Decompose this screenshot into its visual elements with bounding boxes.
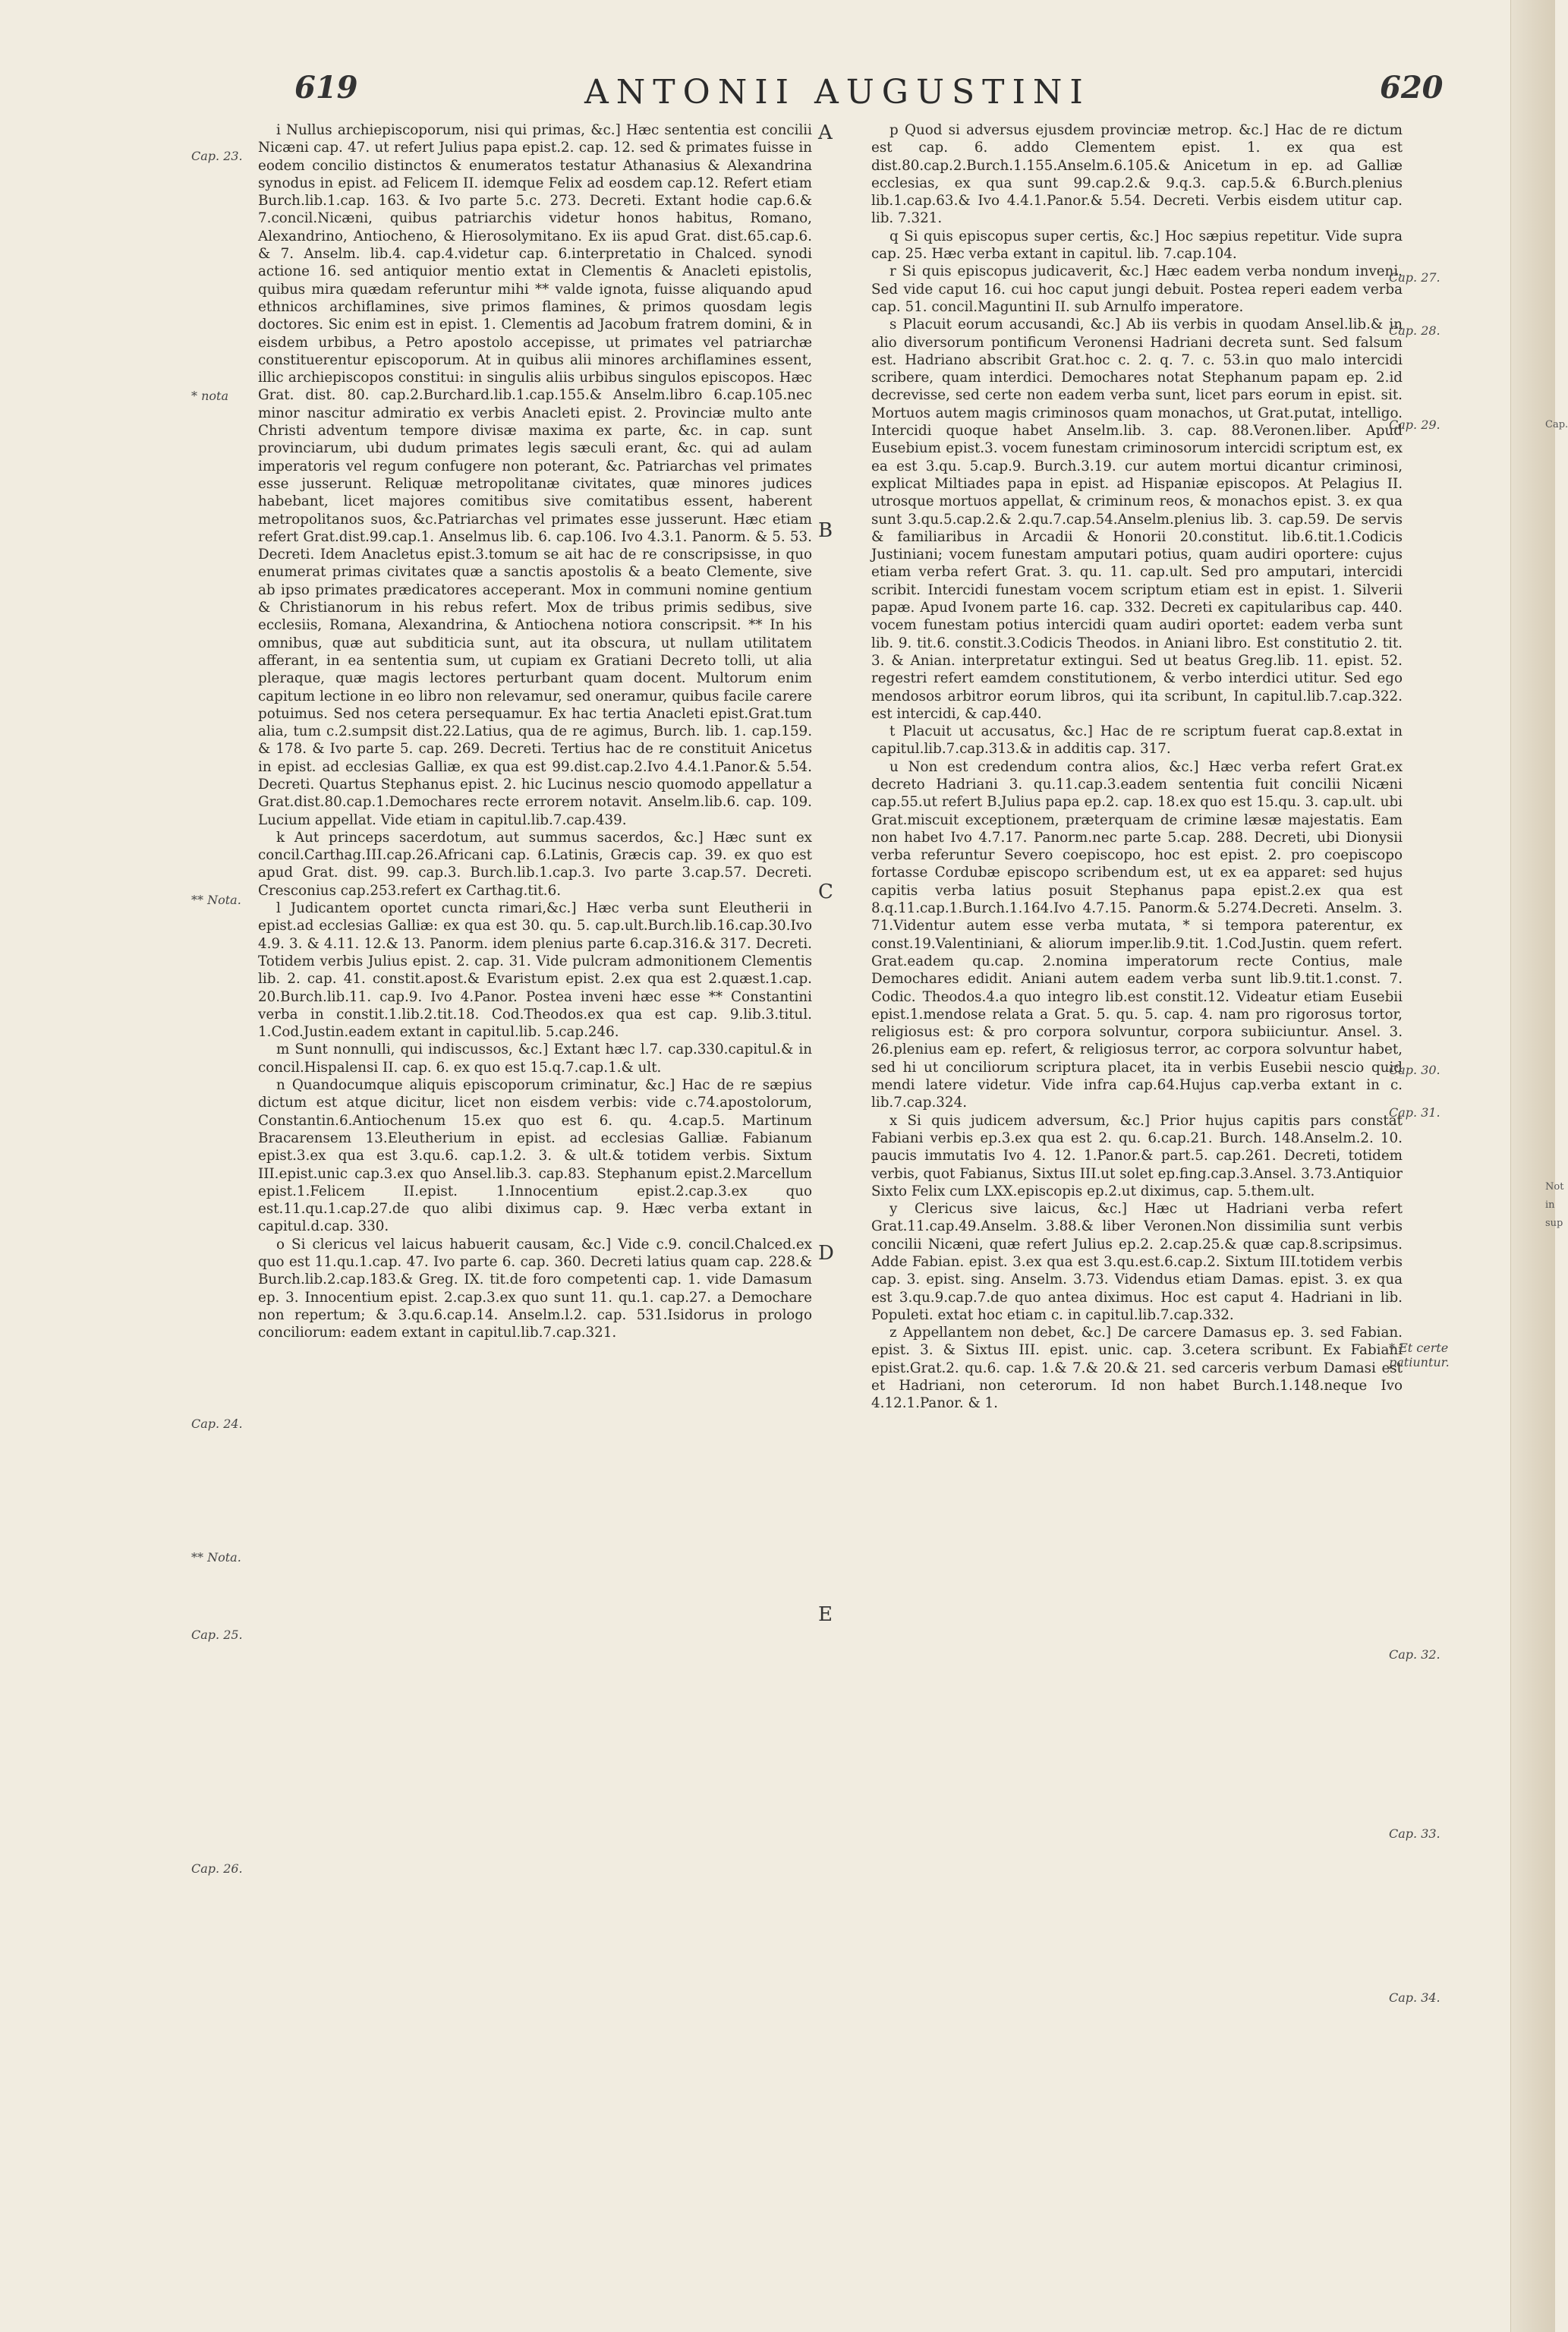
margin-note: ** Nota. <box>191 893 241 907</box>
page-number-right: 620 <box>1380 70 1444 106</box>
section-letter-e: E <box>818 1603 833 1626</box>
footnote-paragraph: x Si quis judicem adversum, &c.] Prior hujus capitis pars constat Fabiani verbis ep.3.ex qua est 2. qu. 6.cap.21. Burch. 148.Anselm.2. 10. paucis immutatis Ivo 4. 12. 1.Panor.& part.5. cap.261. Decreti, totidem verbis, quot Fabianus, Sixtus III.ut solet ep.fing.cap.3.Ansel. 3.73.Antiquior Sixto Felix cum LXX.episcopis ep.2.ut diximus, cap. 5.them.ult. <box>871 1112 1403 1199</box>
margin-note: Cap. 25. <box>191 1628 243 1642</box>
edge-note: Not <box>1545 1181 1564 1193</box>
section-letter-a: A <box>818 121 833 144</box>
running-title: ANTONII AUGUSTINI <box>584 73 1091 112</box>
margin-note: Cap. 26. <box>191 1861 243 1876</box>
footnote-paragraph: i Nullus archiepiscoporum, nisi qui primas, &c.] Hæc sententia est concilii Nicæni cap. 47. ut refert Julius papa epist.2. cap. 12. sed & primates fuisse in eodem concilio distinctos & enumeratos testatur Athanasius & Alexandrina synodus in epist. ad Felicem II. idemque Felix ad eosdem cap.12. Refert etiam Burch.lib.1.cap. 163. & Ivo parte 5.c. 273. Decreti. Extant hodie cap.6.& 7.concil.Nicæni, quibus patriarchis videtur honos habitus, Romano, Alexandrino, Antiocheno, & Hierosolymitano. Ex iis apud Grat. dist.65.cap.6. & 7. Anselm. lib.4. cap.4.videtur cap. 6.interpretatio in Chalced. synodi actione 16. sed antiquior mentio extat in Clementis & Anacleti epistolis, quibus mira quædam referuntur mihi ** valde ignota, fuisse aliquando apud ethnicos archiflamines, sive primos flamines, & primos quosdam legis doctores. Sic enim est in epist. 1. Clementis ad Jacobum fratrem domini, & in eisdem urbibus, a Petro apostolo accepisse, ut primates vel patriarchæ constituerentur episcoporum. At in quibus alii minores archiflamines essent, illic archiepiscopos constitui: in singulis aliis urbibus singulos episcopos. Hæc Grat. dist. 80. cap.2.Burchard.lib.1.cap.155.& Anselm.libro 6.cap.105.nec minor nascitur admiratio ex verbis Anacleti epist. 2. Provinciæ multo ante Christi adventum tempore divisæ maxima ex parte, &c. in cap. sunt provinciarum, ubi dudum primates legis sæculi erant, &c. qui ad aulam imperatoris vel regum confugere non poterant, &c. Patriarchas vel primates esse jusserunt. Reliquæ metropolitanæ civitates, quæ minores judices habebant, licet majores comitibus sive comitatibus essent, haberent metropolitanos suos, &c.Patriarchas vel primates esse jusserunt. Hæc etiam refert Grat.dist.99.cap.1. Anselmus lib. 6. cap.106. Ivo 4.3.1. Panorm. & 5. 53. Decreti. Idem Anacletus epist.3.tomum se ait hac de re conscripsisse, in quo enumerat primas civitates quæ a sanctis apostolis & a beato Clemente, sive ab ipso primates prædicatores acceperant. Mox in communi nomine gentium & Christianorum in his rebus refert. Mox de tribus primis sedibus, sive ecclesiis, Romana, Alexandrina, & Antiochena notiora conscripsit. ** In his omnibus, quæ aut subditicia sunt, aut ita obscura, ut nullam utilitatem afferant, in ea sententia sum, ut cupiam ex Gratiani Decreto tolli, ut alia pleraque, quæ magis lectores perturbant quam docent. Multorum enim capitum lectione in eo libro non relevamur, sed oneramur, quibus facile carere potuimus. Sed nos cetera persequamur. Ex hac tertia Anacleti epist.Grat.tum alia, tum c.2.sumpsit dist.22.Latius, qua de re agimus, Burch. lib. 1. cap.159. & 178. & Ivo parte 5. cap. 269. Decreti. Tertius hac de re constituit Anicetus in epist. ad ecclesias Galliæ, ex qua est 99.dist.cap.2.Ivo 4.4.1.Panor.& 5.54. Decreti. Quartus Stephanus epist. 2. hic Lucinus nescio quomodo appellatur a Grat.dist.80.cap.1.Demochares recte errorem notavit. Anselm.lib.6. cap. 109. Lucium appellat. Vide etiam in capitul.lib.7.cap.439. <box>258 122 812 828</box>
footnote-paragraph: n Quandocumque aliquis episcoporum criminatur, &c.] Hac de re sæpius dictum est atque dicitur, licet non eisdem verbis: vide c.74.apostolorum, Constantin.6.Antiochenum 15.ex quo est 6. qu. 4.cap.5. Martinum Bracarensem 13.Eleutherium in epist. ad ecclesias Galliæ. Fabianum epist.3.ex qua est 3.qu.6. cap.1.2. 3. & ult.& totidem verbis. Sixtum III.epist.unic cap.3.ex quo Ansel.lib.3. cap.83. Stephanum epist.2.Marcellum epist.1.Felicem II.epist. 1.Innocentium epist.2.cap.3.ex quo est.11.qu.1.cap.27.de quo alibi diximus cap. 9. Hæc verba extant in capitul.d.cap. 330. <box>258 1077 812 1235</box>
section-letter-c: C <box>818 881 833 903</box>
right-text-column <box>871 121 1403 1413</box>
margin-note: Cap. 24. <box>191 1417 243 1431</box>
margin-note: Cap. 30. <box>1389 1063 1440 1077</box>
edge-note: in <box>1545 1199 1555 1211</box>
margin-note: Cap. 28. <box>1389 323 1440 338</box>
margin-note: Cap. 33. <box>1389 1826 1440 1841</box>
margin-note: Cap. 32. <box>1389 1647 1440 1662</box>
margin-note: * nota <box>191 389 228 403</box>
page-number-left: 619 <box>294 70 358 106</box>
footnote-paragraph: z Appellantem non debet, &c.] De carcere Damasus ep. 3. sed Fabian. epist. 3. & Sixtus III. epist. unic. cap. 3.cetera scribunt. Ex Fabiani epist.Grat.2. qu.6. cap. 1.& 7.& 20.& 21. sed carceris verbum Damasi est et Hadriani, non ceterorum. Id non habet Burch.1.148.neque Ivo 4.12.1.Panor. & 1. <box>871 1325 1403 1412</box>
margin-note: Cap. 23. <box>191 149 243 163</box>
margin-note: * Et certe patiuntur. <box>1389 1341 1450 1369</box>
edge-note: Cap. <box>1545 419 1568 430</box>
margin-note: Cap. 29. <box>1389 418 1440 432</box>
footnote-paragraph: u Non est credendum contra alios, &c.] Hæc verba refert Grat.ex decreto Hadriani 3. qu.11.cap.3.eadem sententia fuit concilii Nicæni cap.55.ut refert B.Julius papa ep.2. cap. 18.ex quo est 15.qu. 3. cap.ult. ubi Grat.miscuit exceptionem, præterquam de crimine læsæ majestatis. Eam non habet Ivo 4.7.17. Panorm.nec parte 5.cap. 288. Decreti, ubi Dionysii verba referuntur Severo coepiscopo, hoc est epist. 2. pro coepiscopo fortasse Cordubæ episcopo scribendum est, ut ex ea apparet: sed hujus capitis verba latius posuit Stephanus papa epist.2.ex qua est 8.q.11.cap.1.Burch.1.164.Ivo 4.7.15. Panorm.& 5.274.Decreti. Anselm. 3. 71.Videntur autem esse verba mutata, * si tempora paterentur, ex const.19.Valentiniani, & aliorum imper.lib.9.tit. 1.Cod.Justin. quem refert. Grat.eadem qu.cap. 2.nomina imperatorum recte Contius, male Demochares edidit. Aniani autem eadem verba sunt lib.9.tit.1.const. 7. Codic. Theodos.4.a quo integro lib.est constit.12. Videatur etiam Eusebii epist.1.mendose relata a Grat. 5. qu. 5. cap. 4. nam pro rigorosus tortor, religiosus est: & pro corpora solvuntur, corpora subiiciuntur. Ansel. 3. 26.plenius eam ep. refert, & religiosus terror, ac corpora solvuntur habet, sed hi ut conciliorum scriptura placet, ita in verbis Eusebii nescio quid mendi latere videtur. Vide infra cap.64.Hujus cap.verba extant in c. lib.7.cap.324. <box>871 758 1403 1111</box>
margin-note: ** Nota. <box>191 1550 241 1565</box>
margin-note: Cap. 34. <box>1389 1990 1440 2005</box>
margin-note: Cap. 27. <box>1389 270 1440 285</box>
footnote-paragraph: l Judicantem oportet cuncta rimari,&c.] Hæc verba sunt Eleutherii in epist.ad ecclesias Galliæ: ex qua est 30. qu. 5. cap.ult.Burch.lib.16.cap.30.Ivo 4.9. 3. & 4.11. 12.& 13. Panorm. idem plenius parte 6.cap.316.& 317. Decreti. Totidem verbis Julius epist. 2. cap. 31. Vide pulcram admonitionem Clementis lib. 2. cap. 41. constit.apost.& Evaristum epist. 2.ex qua est 2.quæst.1.cap. 20.Burch.lib.11. cap.9. Ivo 4.Panor. Postea inveni hæc esse ** Constantini verba in constit.1.lib.2.tit.18. Cod.Theodos.ex qua est cap. 9.lib.3.titul. 1.Cod.Justin.eadem extant in capitul.lib. 5.cap.246. <box>258 900 812 1041</box>
margin-note: Cap. 31. <box>1389 1105 1440 1120</box>
page-header <box>0 70 1554 115</box>
section-letter-d: D <box>818 1242 834 1265</box>
footnote-paragraph: q Si quis episcopus super certis, &c.] Hoc sæpius repetitur. Vide supra cap. 25. Hæc verba extant in capitul. lib. 7.cap.104. <box>871 228 1403 263</box>
footnote-paragraph: t Placuit ut accusatus, &c.] Hac de re scriptum fuerat cap.8.extat in capitul.lib.7.cap.313.& in additis cap. 317. <box>871 723 1403 758</box>
footnote-paragraph: p Quod si adversus ejusdem provinciæ metrop. &c.] Hac de re dictum est cap. 6. addo Clementem epist. 1. ex qua est dist.80.cap.2.Burch.1.155.Anselm.6.105.& Anicetum in ep. ad Galliæ ecclesias, ex qua sunt 99.cap.2.& 9.q.3. cap.5.& 6.Burch.plenius lib.1.cap.63.& Ivo 4.4.1.Panor.& 5.54. Decreti. Verbis eisdem utitur cap. lib. 7.321. <box>871 122 1403 227</box>
footnote-paragraph: o Si clericus vel laicus habuerit causam, &c.] Vide c.9. concil.Chalced.ex quo est 11.qu.1.cap. 47. Ivo parte 6. cap. 360. Decreti latius quam cap. 228.& Burch.lib.2.cap.183.& Greg. IX. tit.de foro competenti cap. 1. vide Damasum ep. 3. Innocentium epist. 2.cap.3.ex quo sunt 11. qu.1. cap.27. a Demochare non repertum; & 3.qu.6.cap.14. Anselm.l.2. cap. 531.Isidorus in prologo conciliorum: eadem extant in capitul.lib.7.cap.321. <box>258 1236 812 1341</box>
footnote-paragraph: y Clericus sive laicus, &c.] Hæc ut Hadriani verba refert Grat.11.cap.49.Anselm. 3.88.& liber Veronen.Non dissimilia sunt verbis concilii Nicæni, quæ refert Julius ep.2. 2.cap.25.& quæ cap.8.scripsimus. Adde Fabian. epist. 3.ex qua est 3.qu.est.6.cap.2. Sixtum III.totidem verbis cap. 3. epist. sing. Anselm. 3.73. Videndus etiam Damas. epist. 3. ex qua est 3.qu.9.cap.7.de quo antea diximus. Hoc est caput 4. Hadriani in lib. Populeti. extat hoc etiam c. in capitul.lib.7.cap.332. <box>871 1201 1403 1323</box>
left-text-column <box>258 121 812 1341</box>
footnote-paragraph: s Placuit eorum accusandi, &c.] Ab iis verbis in quodam Ansel.lib.& in alio diversorum pontificum Veronensi Hadriani decreta sunt. Sed falsum est. Hadriano abscribit Grat.hoc c. 2. q. 7. c. 53.in quo malo intercidi scribere, quam interdici. Demochares notat Stephanum papam ep. 2.id decrevisse, sed certe non eadem verba sunt, licet pars eorum in epist. sit. Mortuos autem magis criminosos quam monachos, ut Grat.putat, intelligo. Intercidi quoque habet Anselm.lib. 3. cap. 88.Veronen.liber. Apud Eusebium epist.3. vocem funestam criminosorum intercidi scriptum est, ex ea est 3.qu. 5.cap.9. Burch.3.19. cur autem mortui dicantur criminosi, explicat Miltiades papa in epist. ad Hispaniæ episcopos. At Pelagius II. utrosque mortuos appellat, & criminum reos, & monachos epist. 3. ex qua sunt 3.qu.5.cap.2.& 2.qu.7.cap.54.Anselm.plenius lib. 3. cap.59. De servis & familiaribus in Arcadii & Honorii 20.constitut. lib.6.tit.1.Codicis Justiniani; vocem funestam amputari potius, quam audiri oportere: cujus etiam verba refert Grat. 3. qu. 11. cap.ult. Sed pro amputari, intercidi scribit. Intercidi funestam vocem scriptum etiam est in epist. 1. Silverii papæ. Apud Ivonem parte 16. cap. 332. Decreti ex capitularibus cap. 440. vocem funestam potius intercidi quam audiri oportet: eadem verba sunt lib. 9. tit.6. constit.3.Codicis Theodos. in Aniani libro. Est constitutio 2. tit. 3. & Anian. interpretatur extingui. Sed ut beatus Greg.lib. 11. epist. 52. regestri refert eamdem constitutionem, & verbo interdici utitur. Sed ego mendosos arbitror eorum libros, qui ita scribunt, In capitul.lib.7.cap.322. est intercidi, & cap.440. <box>871 317 1403 722</box>
footnote-paragraph: k Aut princeps sacerdotum, aut summus sacerdos, &c.] Hæc sunt ex concil.Carthag.III.cap.26.Africani cap. 6.Latinis, Græcis cap. 39. ex quo est apud Grat. dist. 99. cap.3. Burch.lib.1.cap.3. Ivo parte 3.cap.57. Decreti. Cresconius cap.253.refert ex Carthag.tit.6. <box>258 829 812 899</box>
edge-note: sup <box>1545 1218 1563 1229</box>
footnote-paragraph: m Sunt nonnulli, qui indiscussos, &c.] Extant hæc l.7. cap.330.capitul.& in concil.Hispalensi II. cap. 6. ex quo est 15.q.7.cap.1.& ult. <box>258 1042 812 1076</box>
section-letter-b: B <box>818 519 833 542</box>
footnote-paragraph: r Si quis episcopus judicaverit, &c.] Hæc eadem verba nondum inveni. Sed vide caput 16. cui hoc caput jungi debuit. Postea reperi eadem verba cap. 51. concil.Maguntini II. sub Arnulfo imperatore. <box>871 263 1403 315</box>
adjacent-page-edge <box>1510 0 1555 2332</box>
